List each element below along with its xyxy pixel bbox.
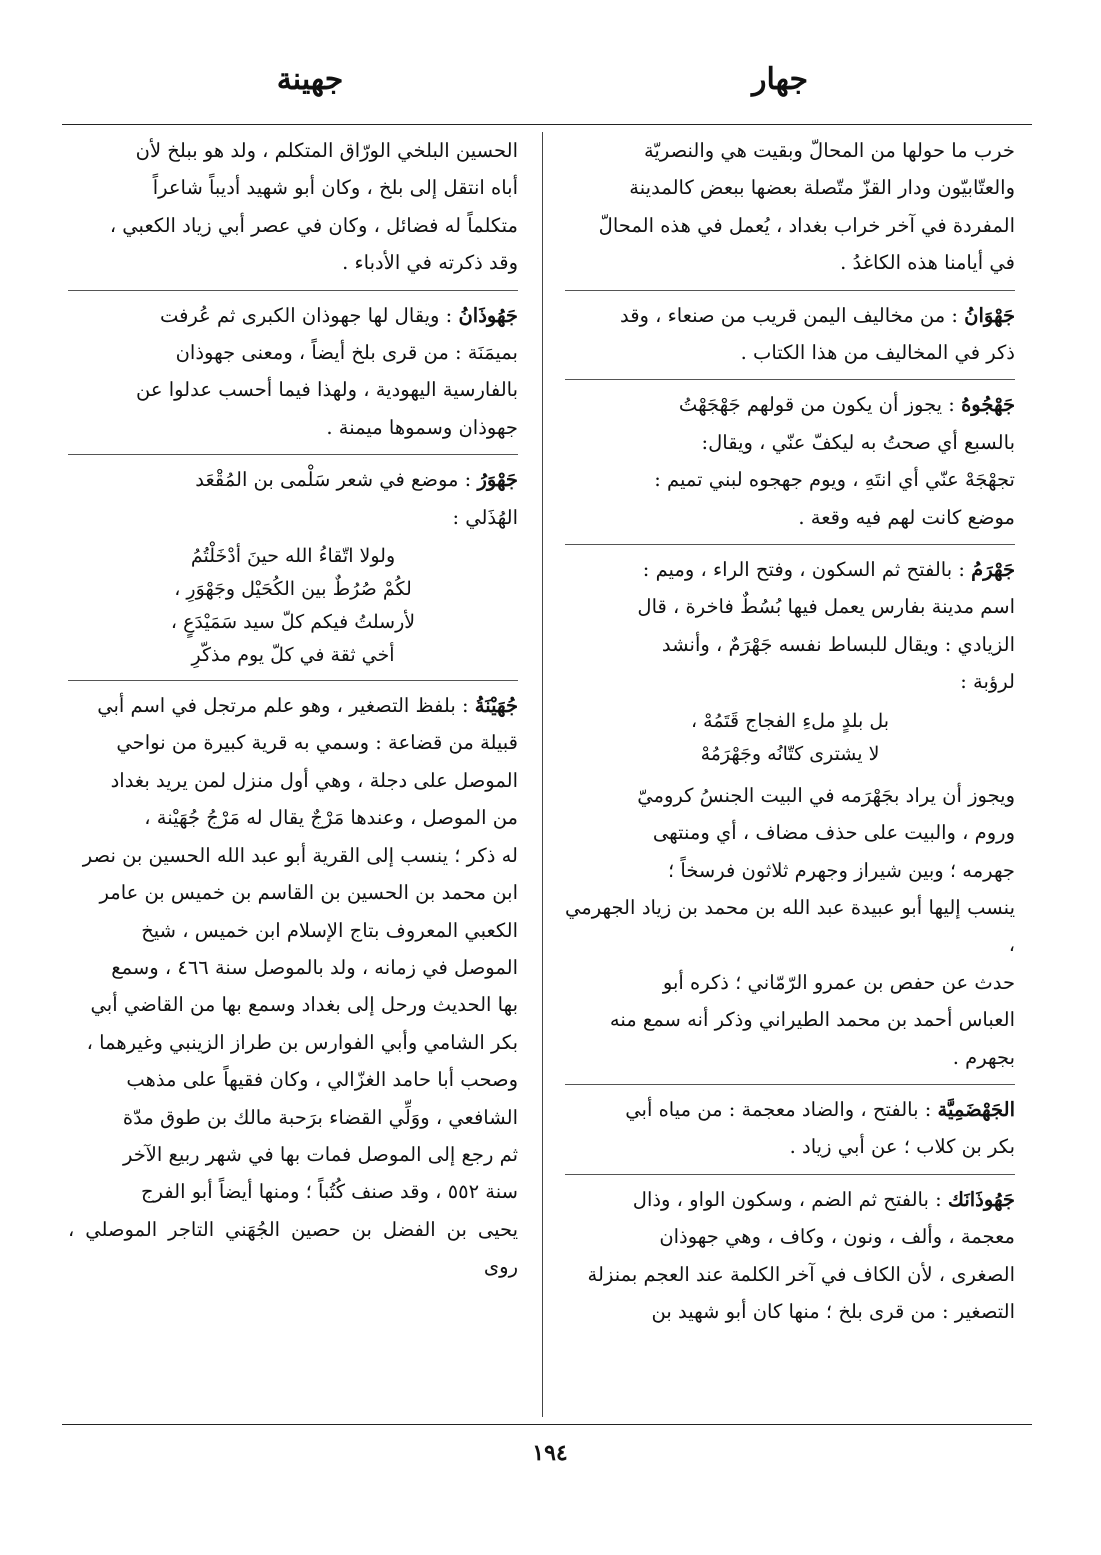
- entry-separator: [565, 379, 1015, 380]
- text-run: : ويقال لها جهوذان الكبرى ثم عُرفت: [159, 303, 459, 327]
- entry-jahram: [565, 551, 1015, 1076]
- text-line: اسم مدينة بفارس يعمل فيها بُسُطٌ فاخرة ، قال: [637, 595, 1015, 619]
- text-line: الموصل في زمانه ، ولد بالموصل سنة ٤٦٦ ، وسمع: [111, 955, 518, 979]
- entry-jahdamiyya: [565, 1091, 1015, 1166]
- verse-line: لا يشترى كتّانُه وجَهْرَمُهْ: [700, 742, 880, 765]
- text-run: : من مخاليف اليمن قريب من صنعاء ، وقد: [619, 303, 965, 327]
- text-line: الصغرى ، لأن الكاف في آخر الكلمة عند العجم بمنزلة: [587, 1262, 1015, 1286]
- text-line: ابن محمد بن الحسين بن القاسم بن خميس بن عامر: [99, 881, 518, 905]
- text-line: لرؤبة :: [960, 670, 1015, 694]
- entry-separator: [68, 454, 518, 455]
- entry-juhayna: [68, 687, 518, 1286]
- text-line: الشافعي ، ووَلِّي القضاء برَحبة مالك بن طوق مدّة: [122, 1105, 518, 1129]
- text-line: خرب ما حولها من المحالّ وبقيت هي والنصريّة: [643, 139, 1015, 162]
- text-line: التصغير : من قرى بلخ ؛ منها كان أبو شهيد بن: [651, 1299, 1015, 1323]
- text-line: تجهْجَهْ عنّي أي انتَهِ ، ويوم جهجوه لبني تميم :: [654, 468, 1015, 492]
- verse-block: [565, 705, 1015, 771]
- text-line: موضع كانت لهم فيه وقعة .: [798, 505, 1015, 529]
- text-line: يحيى بن الفضل بن حصين الجُهَني التاجر الموصلي ، روى: [68, 1217, 518, 1279]
- verse-line: لكُمْ صُرُطٌ بين الكُحَيْل وجَهْوَرِ ،: [174, 578, 412, 601]
- entry-jahudhanak: [565, 1181, 1015, 1331]
- text-line: بها الحديث ورحل إلى بغداد وسمع بها من القاضي أبي: [90, 993, 518, 1017]
- text-line: وصحب أبا حامد الغزّالي ، وكان فقيهاً على مذهب: [126, 1068, 518, 1092]
- headword: جَهْوَرُ: [477, 468, 518, 492]
- text-line: [565, 1091, 1015, 1128]
- column-divider: [542, 132, 543, 1417]
- text-line: له ذكر ؛ ينسب إلى القرية أبو عبد الله الحسين بن نصر: [82, 843, 518, 867]
- text-line: ينسب إليها أبو عبيدة عبد الله بن محمد بن زياد الجهرمي ،: [565, 895, 1015, 957]
- text-line: ثم رجع إلى الموصل فمات بها في شهر ربيع الآخر: [122, 1142, 518, 1166]
- running-header-right: جهار: [751, 62, 808, 97]
- left-column: [68, 132, 518, 1294]
- entry-jahjuh: [565, 386, 1015, 536]
- text-run: : يجوز أن يكون من قولهم جَهْجَهْتُ: [678, 393, 962, 417]
- page-number: ١٩٤: [532, 1440, 568, 1466]
- text-line: [565, 297, 1015, 334]
- right-column: [565, 132, 1015, 1338]
- text-line: [68, 461, 518, 498]
- verse-block: [68, 540, 518, 672]
- text-line: جهرمه ؛ وبين شيراز وجهرم ثلاثون فرسخاً ؛: [667, 858, 1015, 882]
- text-line: [68, 297, 518, 334]
- text-line: [565, 1181, 1015, 1218]
- text-run: : بالفتح ثم الضم ، وسكون الواو ، وذال: [632, 1187, 948, 1211]
- headword: جُهَيْنَةُ: [474, 694, 518, 718]
- text-run: : بالفتح ثم السكون ، وفتح الراء ، وميم :: [642, 558, 972, 582]
- text-line: والعتّابيّون ودار القزّ متّصلة بعضها ببعض كالمدينة: [629, 176, 1015, 200]
- text-line: بميمَنَة : من قرى بلخ أيضاً ، ومعنى جهوذان: [175, 341, 518, 365]
- text-line: بالسبع أي صحتُ به ليكفّ عنّي ، ويقال:: [701, 430, 1015, 454]
- text-line: [565, 551, 1015, 588]
- text-line: الحسين البلخي الورّاق المتكلم ، ولد هو ببلخ لأن: [135, 139, 518, 162]
- verse-line: لأرسلتُ فيكم كلّ سيد سَمَيْدَعٍ ،: [170, 611, 416, 634]
- text-line: متكلماً له فضائل ، وكان في عصر أبي زياد الكعبي ،: [109, 213, 518, 237]
- verse-line: بل بلدٍ ملءِ الفجاج قَتَمُهْ ،: [690, 709, 890, 732]
- text-line: العباس أحمد بن محمد الطيراني وذكر أنه سمع منه: [609, 1008, 1015, 1032]
- entry-separator: [565, 290, 1015, 291]
- text-line: وروم ، والبيت على حذف مضاف ، أي ومنتهى: [652, 821, 1015, 845]
- entry-separator: [565, 1084, 1015, 1085]
- entry-separator: [68, 680, 518, 681]
- text-run: : موضع في شعر سَلْمى بن المُقْعَد: [195, 468, 478, 492]
- entry-jahwar: [68, 461, 518, 672]
- text-line: ويجوز أن يراد بجَهْرَمه في البيت الجنسُ كروميّ: [637, 783, 1015, 807]
- verse-line: أخي ثقة في كلّ يوم مذكّرِ: [191, 644, 395, 667]
- text-line: الزيادي : ويقال للبساط نفسه جَهْرَمٌ ، وأنشد: [661, 632, 1015, 656]
- text-run: : بالفتح ، والضاد معجمة : من مياه أبي: [625, 1097, 938, 1121]
- headword: جَهْجُوهُ: [961, 393, 1015, 417]
- entry-jahwan: [565, 297, 1015, 372]
- text-line: [68, 687, 518, 724]
- text-line: بجهرم .: [952, 1045, 1015, 1069]
- text-line: حدث عن حفص بن عمرو الرّمّاني ؛ ذكره أبو: [662, 970, 1015, 994]
- text-line: في أيامنا هذه الكاغدُ .: [840, 251, 1015, 275]
- text-line: بكر الشامي وأبي الفوارس بن طراز الزينبي وغيرهما ،: [86, 1030, 518, 1054]
- text-line: الموصل على دجلة ، وهي أول منزل لمن يريد بغداد: [110, 768, 518, 792]
- text-line: معجمة ، وألف ، ونون ، وكاف ، وهي جهوذان: [659, 1225, 1015, 1249]
- headword: جَهْوَانُ: [964, 303, 1015, 327]
- text-line: بالفارسية اليهودية ، ولهذا فيما أحسب عدلوا عن: [136, 378, 518, 402]
- text-line: من الموصل ، وعندها مَرْجٌ يقال له مَرْجُ جُهَيْنة ،: [144, 806, 518, 830]
- headword: جَهْرَمُ: [971, 558, 1015, 582]
- text-line: بكر بن كلاب ؛ عن أبي زياد .: [789, 1135, 1015, 1159]
- headword: جَهُوذَانُ: [458, 303, 518, 327]
- text-line: المفردة في آخر خراب بغداد ، يُعمل في هذه المحالّ: [598, 213, 1015, 237]
- text-line: الكعبي المعروف بتاج الإسلام ابن خميس ، شيخ: [141, 918, 518, 942]
- footer-rule: [62, 1424, 1032, 1425]
- text-line: أباه انتقل إلى بلخ ، وكان أبو شهيد أديباً شاعراً: [152, 176, 518, 200]
- text-line: وقد ذكرته في الأدباء .: [342, 251, 518, 275]
- text-line: [565, 386, 1015, 423]
- text-run: : بلفظ التصغير ، وهو علم مرتجل في اسم أبي: [97, 694, 475, 718]
- entry-separator: [565, 1174, 1015, 1175]
- text-line: الهُذَلي :: [452, 505, 518, 529]
- entry-jahudhan: [68, 297, 518, 447]
- verse-line: ولولا اتّقاءُ الله حينَ أدْخَلْتُمُ: [190, 545, 396, 568]
- entry-separator: [565, 544, 1015, 545]
- header-rule: [62, 124, 1032, 125]
- text-line: جهوذان وسموها ميمنة .: [326, 415, 518, 439]
- headword: الجَهْضَمِيَّة: [937, 1097, 1015, 1121]
- text-line: سنة ٥٥٢ ، وقد صنف كُتُباً ؛ ومنها أيضاً أبو الفرج: [140, 1180, 518, 1204]
- text-line: قبيلة من قضاعة : وسمي به قرية كبيرة من نواحي: [116, 731, 518, 755]
- entry-separator: [68, 290, 518, 291]
- entry-continuation: [565, 132, 1015, 282]
- headword: جَهُوذَانَك: [947, 1187, 1015, 1211]
- text-line: ذكر في المخاليف من هذا الكتاب .: [740, 341, 1015, 365]
- entry-continuation: [68, 132, 518, 282]
- running-header-left: جهينة: [276, 62, 344, 97]
